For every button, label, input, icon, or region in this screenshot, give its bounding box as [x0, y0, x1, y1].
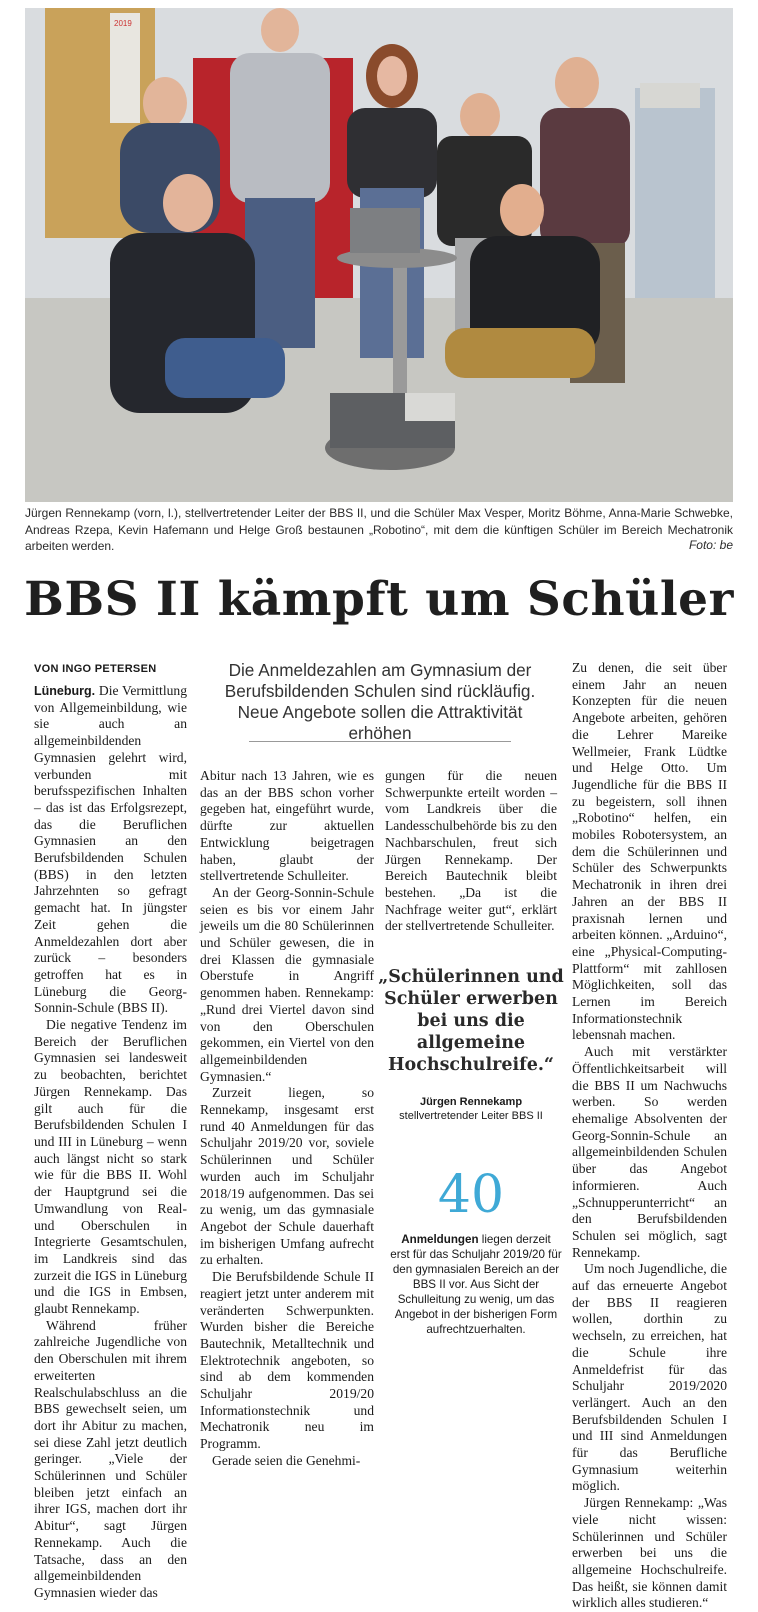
stat-label: Anmeldungen	[401, 1233, 479, 1246]
article-column-3	[385, 768, 557, 935]
quote-author-role: stellvertretender Leiter BBS II	[399, 1110, 543, 1122]
paragraph: Um noch Jugendliche, die auf das erneuerte Angebot der BBS II reagieren wollen, dorthin zu wechseln, zu erreichen, hat die Schule ihre Anmeldefrist für das Schuljahr 2019/2020 verlängert. Auch an den Berufsbildenden Schulen I und III sind Anmeldungen für das Berufliche Gymnasium weiterhin möglich.	[572, 1261, 727, 1494]
paragraph	[34, 683, 187, 1017]
pull-quote-attribution	[378, 1095, 564, 1123]
article-column-1	[34, 683, 187, 1602]
article-photo	[25, 8, 733, 502]
dateline: Lüneburg.	[34, 684, 96, 698]
wall-calendar	[110, 13, 140, 123]
calendar-year: 2019	[114, 19, 132, 28]
stat-number: 40	[437, 1165, 505, 1225]
headline: BBS II kämpft um Schüler	[24, 572, 734, 627]
lead-text: Die Anmeldezahlen am Gymnasium der Berufsbildenden Schulen sind rückläufig. Neue Angebote sollen die Attraktivität erhöhen	[224, 660, 536, 743]
article-column-4	[572, 660, 727, 1612]
article-column-2	[200, 768, 374, 1470]
paragraph-text: Die Vermittlung von Allgemeinbildung, wie sie auch an allgemeinbildenden Gymnasien gelehrt wird, verbunden mit berufsspezifischen Inhalten – das ist das Erfolgsrezept, das die Beruflichen Gymnasien an den Berufsbildenden Schulen (BBS) in den letzten Jahrzehnten so gefragt gemacht hat. In jüngster Zeit gehen die Anmeldezahlen dort aber zurück – besonders getroffen hat es in Lüneburg die Georg-Sonnin-Schule (BBS II).	[34, 683, 187, 1016]
paragraph: Während früher zahlreiche Jugendliche von den Oberschulen mit ihrem erweiterten Realschulabschluss an die BBS gewechselt seien, um dort ihr Abitur zu machen, sei diese Zahl jetzt deutlich geringer. „Viele der Schülerinnen und Schüler bleiben jetzt einfach an ihrer IGS, machen dort ihr Abitur“, sagt Jürgen Rennekamp. Auch die Tatsache, dass an den allgemeinbildenden Gymnasien wieder das	[34, 1317, 187, 1600]
paragraph: Gerade seien die Genehmi-	[212, 1452, 361, 1468]
paragraph: Zu denen, die seit über einem Jahr an neuen Konzepten für die neuen Angebote arbeiten, gehören die Lehrer Mareike Wellmeier, Frank Lüdtke und Helge Otto. Um Jugendliche für die BBS II zu begeistern, soll ihnen „Robotino“ helfen, ein mobiles Robotersystem, an dem die Schülerinnen und Schüler des Schwerpunkts Mechatronik in ihren drei Jahren an der BBS II praxisnah lernen und arbeiten können. „Arduino“, eine „Physical-Computing-Plattform“ mit zahllosen Möglichkeiten, soll das Lernen im Bereich Informationstechnik lebensnah machen.	[572, 660, 727, 1043]
photo-caption: Jürgen Rennekamp (vorn, l.), stellvertretender Leiter der BBS II, und die Schüler Max Vesper, Moritz Böhme, Anna-Marie Schwebke, Andreas Rzepa, Kevin Hafemann und Helge Groß bestaunen „Robotino“, mit dem die künftigen Schüler im Bereich Mechatronik arbeiten werden.	[25, 506, 733, 553]
paragraph: Die negative Tendenz im Bereich der Beruflichen Gymnasien sei landesweit zu beobachten, berichtet Jürgen Rennekamp. Das gilt auch für die Berufsbildenden Schulen I und III in Lüneburg – wenn auch längst nicht so stark wie für die BBS II. Wohl der Hauptgrund sei die Umwandlung von Real- und Oberschulen in Integrierte Gesamtschulen, im Landkreis sind das zurzeit die IGS in Lüneburg und die IGS in Embsen, glaubt Rennekamp.	[34, 1017, 187, 1317]
quote-author-name: Jürgen Rennekamp	[419, 1096, 523, 1108]
stat-box	[390, 1232, 562, 1337]
photo-credit: Foto: be	[688, 538, 733, 552]
stat-text: liegen derzeit erst für das Schuljahr 2019/20 für den gymnasialen Bereich an der BBS II vor. Aus Sicht der Schulleitung zu wenig, um das Angebot in der bisherigen Form aufrechtzuerhalten.	[390, 1233, 562, 1336]
byline: VON INGO PETERSEN	[34, 663, 157, 675]
paragraph: gungen für die neuen Schwerpunkte erteilt worden – vom Landkreis über die Landesschulbehörde bis zu den Nachbarschulen, freut sich Jürgen Rennekamp. Der Bereich Bautechnik bleibt bestehen. „Da ist die Nachfrage weiter gut“, erklärt der stellvertretende Schulleiter.	[385, 768, 557, 934]
paragraph: Auch mit verstärkter Öffentlichkeitsarbeit will die BBS II um Nachwuchs werben. So werden ehemalige Absolventen der Georg-Sonnin-Schule an allgemeinbildenden Schulen über das Angebot informieren. Auch „Schnupperunterricht“ an den Berufsbildenden Schulen sei möglich, sagt Rennekamp.	[572, 1044, 727, 1260]
paragraph: An der Georg-Sonnin-Schule seien es bis vor einem Jahr jeweils um die 80 Schülerinnen und Schüler gewesen, die in drei Klassen die gymnasiale Oberstufe in Angriff genommen haben. Rennekamp: „Rund drei Viertel davon sind von den Oberschulen gekommen, ein Viertel von den allgemeinbildenden Gymnasien.“	[200, 884, 374, 1084]
photo-scene	[25, 8, 733, 502]
paragraph: Die Berufsbildende Schule II reagiert jetzt unter anderem mit veränderten Schwerpunkten. Wurden bisher die Bereiche Bautechnik, Metalltechnik und Elektrotechnik angeboten, so sind ab dem kommenden Schuljahr 2019/20 Informationstechnik und Mechatronik neu im Programm.	[200, 1269, 374, 1452]
paragraph: Jürgen Rennekamp: „Was viele nicht wissen: Schülerinnen und Schüler erwerben bei uns die allgemeine Hochschulreife. Das heißt, sie können damit wirklich alles studieren.“	[572, 1495, 727, 1611]
paragraph: Zurzeit liegen, so Rennekamp, insgesamt erst rund 40 Anmeldungen für das Schuljahr 2019/20 vor, soviele Schülerinnen und Schüler wurden auch im Schuljahr 2018/19 aufgenommen. Das sei zu wenig, um das gymnasiale Angebot der Schule dauerhaft im bisherigen Umfang aufrecht zu erhalten.	[200, 1085, 374, 1268]
paragraph: Abitur nach 13 Jahren, wie es das an der BBS schon vorher gegeben hat, eingeführt wurde, dürfte zur aktuellen Entwicklung beigetragen haben, glaubt der stellvertretende Schulleiter.	[200, 768, 374, 884]
lead-divider	[249, 741, 511, 742]
pull-quote: „Schülerinnen und Schüler erwerben bei uns die allgemeine Hochschulreife.“	[378, 967, 564, 1075]
